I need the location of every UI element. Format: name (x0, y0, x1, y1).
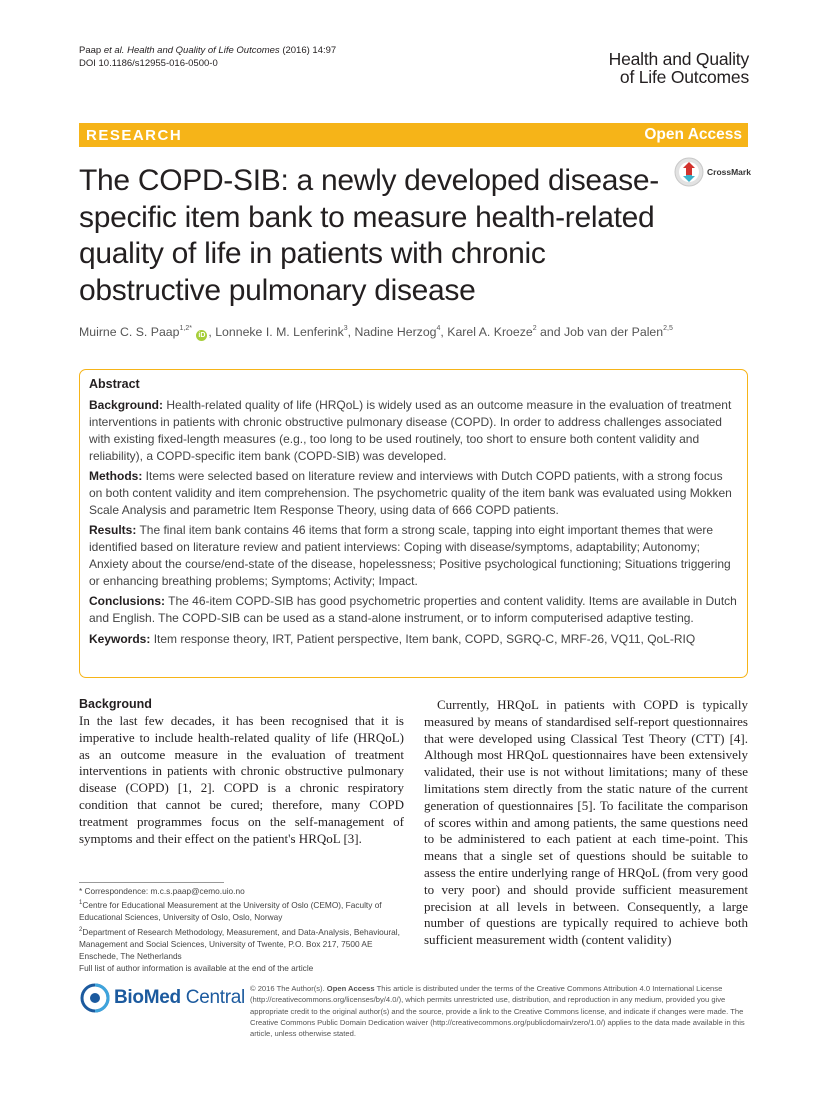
wordmark-bio: BioMed (114, 987, 181, 1008)
license-copyright: © 2016 The Author(s). (250, 984, 327, 993)
abstract-heading: Abstract (89, 377, 140, 391)
correspondence-mark: * (79, 886, 85, 896)
author-separator: , (347, 325, 355, 339)
abstract-box (79, 369, 748, 678)
journal-name-line1: Health and Quality (608, 49, 749, 69)
journal-name (609, 50, 749, 86)
citation-volume: (2016) 14:97 (279, 45, 337, 56)
abstract-keywords (89, 631, 738, 648)
article-title: The COPD-SIB: a newly developed disease-specific item bank to measure health-related quality of life in patients with chronic obstructive pulmonary disease (79, 164, 659, 307)
author-name[interactable]: Lonneke I. M. Lenferink (215, 325, 344, 339)
license-statement (250, 983, 750, 1039)
author-affiliation: 4 (436, 325, 441, 332)
abstract-methods-label: Methods: (89, 469, 143, 484)
wordmark-central: Central (180, 987, 245, 1008)
biomed-central-logo[interactable] (80, 983, 245, 1013)
abstract-conclusions-text: The 46-item COPD-SIB has good psychometric properties and content validity. Items are available in Dutch and English. The COPD-SIB can be used as a stand-alone instrument, or to inform computerised adaptive testing. (89, 594, 737, 626)
abstract-conclusions-label: Conclusions: (89, 594, 166, 609)
author-name[interactable]: Job van der Palen (563, 325, 664, 339)
abstract-keywords-text: Item response theory, IRT, Patient perspective, Item bank, COPD, SGRQ-C, MRF-26, VQ11, QoL-RIQ (150, 631, 696, 646)
section-heading-background: Background (79, 697, 152, 711)
affiliation-2 (79, 924, 409, 963)
author-affiliation: 2,5 (663, 325, 673, 332)
correspondence-note (79, 885, 409, 897)
body-paragraph: In the last few decades, it has been recognised that it is imperative to include health-related quality of life (HRQoL) as an outcome measure in the evaluation of treatment interventions in patients with chronic obstructive pulmonary disease (COPD) [1, 2]. COPD is a chronic respiratory condition that cannot be cured; therefore, many COPD treatment programmes focus on the self-management of symptoms and their effect on the patient's HRQoL [3]. (79, 713, 404, 846)
crossmark-label: CrossMark (707, 167, 751, 177)
footnotes (79, 885, 409, 974)
author-affiliation: 1,2* (179, 325, 192, 332)
author-affiliation: 2 (532, 325, 537, 332)
author-name[interactable]: Nadine Herzog (354, 325, 437, 339)
affiliation-number: 1 (79, 900, 83, 907)
orcid-icon[interactable]: iD (198, 332, 206, 339)
affiliation-text: Centre for Educational Measurement at the University of Oslo (CEMO), Faculty of Educational Sciences, University of Oslo, Oslo, Norway (79, 900, 382, 923)
abstract-methods (89, 468, 738, 519)
author-name[interactable]: Karel A. Kroeze (447, 325, 533, 339)
author-list (79, 320, 759, 341)
affiliation-text: Department of Research Methodology, Measurement, and Data-Analysis, Behavioural, Management and Social Sciences, University of Twente, P.O. Box 217, 7500 AE Enschede, The Netherlands (79, 926, 400, 962)
footnote-divider (79, 882, 224, 883)
abstract-background-text: Health-related quality of life (HRQoL) is widely used as an outcome measure in the evaluation of treatment interventions in patients with chronic obstructive pulmonary disease (COPD). In order to address challenges associated with existing fixed-length measures (e.g., too long to be used routinely, too short to ensure both content validity and reliability), a COPD-specific item bank (COPD-SIB) was developed. (89, 398, 732, 463)
open-access-label: Open Access (644, 126, 742, 143)
affiliation-number: 2 (79, 926, 83, 933)
abstract-background (89, 397, 738, 465)
biomed-central-wordmark (114, 987, 245, 1009)
citation-journal: Health and Quality of Life Outcomes (124, 45, 280, 56)
abstract-keywords-label: Keywords: (89, 631, 151, 646)
doi[interactable]: DOI 10.1186/s12955-016-0500-0 (79, 58, 218, 69)
abstract-conclusions (89, 593, 738, 627)
biomed-central-icon (80, 983, 110, 1013)
article-type-label: RESEARCH (86, 126, 183, 144)
crossmark-badge[interactable] (674, 157, 751, 187)
author-affiliation: 3 (343, 325, 348, 332)
license-text: This article is distributed under the terms of the Creative Commons Attribution 4.0 International License (http://creativecommons.org/licenses/by/4.0/), which permits unrestricted use, distribution, and reproduction in any medium, provided you give appropriate credit to the original author(s) and the source, provide a link to the Creative Commons license, and indicate if changes were made. The Creative Commons Public Domain Dedication waiver (http://creativecommons.org/publicdomain/zero/1.0/) applies to the data made available in this article, unless otherwise stated. (250, 984, 745, 1039)
citation-line (79, 44, 336, 57)
citation-etal: et al. (101, 45, 125, 56)
citation-header (79, 44, 336, 70)
author-separator: , (440, 325, 448, 339)
journal-name-line2: of Life Outcomes (619, 67, 749, 87)
abstract-methods-text: Items were selected based on literature review and interviews with Dutch COPD patients, with a strong focus on both content validity and item comprehension. The psychometric quality of the item bank was evaluated using Mokken Scale Analysis and parametric Item Response Theory, using data of 666 COPD patients. (89, 469, 732, 517)
affiliation-1 (79, 897, 409, 923)
citation-authors: Paap (79, 45, 102, 56)
author-name[interactable]: Muirne C. S. Paap (79, 325, 180, 339)
crossmark-icon (674, 157, 704, 187)
abstract-results (89, 522, 738, 590)
author-separator: and (536, 325, 564, 339)
correspondence-email[interactable]: Correspondence: m.c.s.paap@cemo.uio.no (84, 886, 245, 896)
body-paragraph: Currently, HRQoL in patients with COPD is typically measured by means of standardised self-report questionnaires that were developed using Classical Test Theory (CTT) [4]. Although most HRQoL questionnaires have been extensively validated, their use is not without limitations; many of these limitations stem directly from the static nature of the current generation of questionnaires [5]. To facilitate the comparison of scores within and among patients, the same questions need to be administered to each patient at each time-point. This means that a single set of questions should be suitable to assess the entire underlying range of HRQoL (from very good to very poor) and should provide sufficient measurement precision at all levels in between. Consequently, a large number of questions are typically required to achieve both sufficient measurement width (content validity) (424, 697, 748, 948)
abstract-background-label: Background: (89, 398, 164, 412)
abstract-results-text: The final item bank contains 46 items that form a strong scale, tapping into eight important themes that were identified based on literature review and patient interviews: Coping with disease/symptoms, adaptability; Autonomy; Anxiety about the course/end-state of the disease, hopelessness; Positive psychological functioning; Situations triggering or enhancing breathing problems; Symptoms; Activity; Impact. (89, 523, 731, 589)
license-open-access: Open Access (326, 984, 375, 993)
author-info-note: Full list of author information is available at the end of the article (79, 963, 314, 974)
author-separator: , (208, 325, 216, 339)
abstract-results-label: Results: (89, 523, 137, 538)
body-right-column (424, 697, 748, 949)
body-left-column (79, 697, 404, 847)
article-type-banner (79, 123, 748, 147)
